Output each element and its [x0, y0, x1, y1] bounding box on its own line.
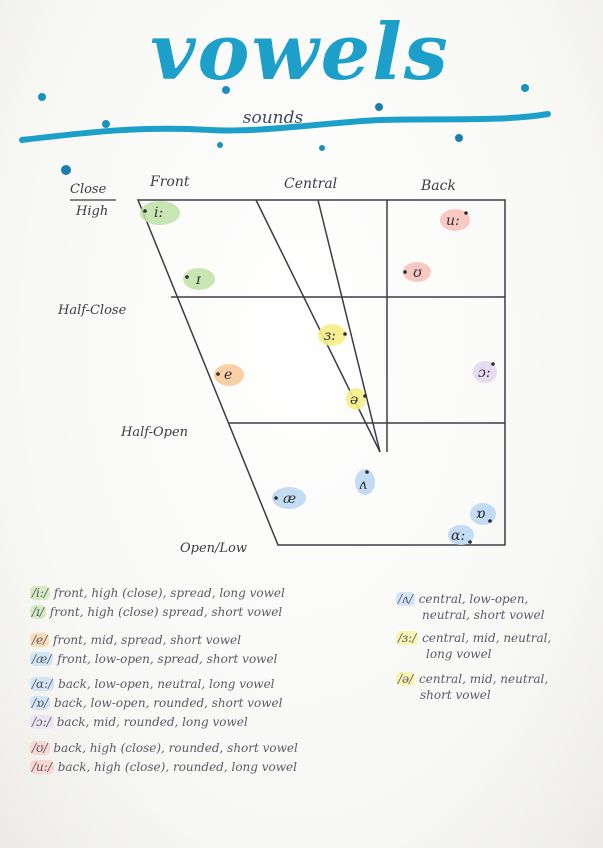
- row-label-high: High: [76, 204, 109, 219]
- vowel-dot: [343, 332, 347, 336]
- legend-item: [30, 633, 241, 647]
- vowel-dot: [488, 519, 492, 523]
- vowel-dot: [363, 394, 367, 398]
- vowel-dot: [491, 362, 495, 366]
- row-label-half-open: Half-Open: [121, 425, 189, 440]
- legend-text-continued: neutral, short vowel: [422, 608, 545, 622]
- legend-item: [396, 631, 551, 645]
- legend-item: [30, 741, 298, 755]
- vowel-symbol-schwa: ə: [350, 392, 359, 408]
- vowel-symbol-i-long: i:: [154, 205, 164, 221]
- vowel-dot: [365, 470, 369, 474]
- legend-text-continued: short vowel: [420, 688, 491, 702]
- legend-symbol: /u:/: [32, 760, 52, 774]
- column-label-front: Front: [150, 174, 190, 190]
- column-label-back: Back: [421, 178, 456, 194]
- legend-text: back, low-open, rounded, short vowel: [54, 696, 283, 710]
- vowel-dot: [468, 540, 472, 544]
- vowel-dot: [274, 496, 278, 500]
- legend-text: front, high (close), spread, long vowel: [53, 586, 285, 600]
- legend-item: [396, 672, 548, 686]
- vowel-symbol-u-long: u:: [446, 213, 460, 229]
- legend-symbol: /ɪ/: [32, 605, 44, 619]
- legend-symbol: /e/: [32, 633, 48, 647]
- vowel-dot: [216, 372, 220, 376]
- legend-text: central, low-open,: [418, 592, 529, 606]
- legend-symbol: /ʌ/: [398, 592, 413, 606]
- legend-item: [30, 677, 275, 691]
- vowel-symbol-e: e: [224, 367, 233, 383]
- legend-item: [30, 715, 248, 729]
- legend-text: central, mid, neutral,: [419, 672, 549, 686]
- legend-text: front, low-open, spread, short vowel: [57, 652, 278, 666]
- vowel-symbol-open-o: ɔ:: [478, 365, 491, 381]
- legend-text: back, mid, rounded, long vowel: [56, 715, 248, 729]
- vowel-symbol-rounded-a: ɒ: [476, 506, 486, 522]
- trapezoid-outline: [138, 200, 505, 545]
- legend-text: back, low-open, neutral, long vowel: [58, 677, 275, 691]
- legend-item: [30, 652, 277, 666]
- vowel-dot: [464, 211, 468, 215]
- vowel-dot: [143, 209, 147, 213]
- legend-symbol: /ʊ/: [32, 741, 48, 755]
- row-label-half-close: Half-Close: [58, 303, 127, 318]
- vowel-symbol-ae: æ: [283, 491, 297, 507]
- legend-symbol: /ɒ/: [32, 696, 49, 710]
- vowel-symbol-wedge: ʌ: [359, 477, 367, 493]
- legend-text: back, high (close), rounded, long vowel: [57, 760, 297, 774]
- vowel-symbol-er: ɜ:: [324, 328, 336, 344]
- vowel-dot: [403, 270, 407, 274]
- legend-item: [30, 696, 282, 710]
- legend-symbol: /ɜ:/: [398, 631, 417, 645]
- vowel-symbol-u-short: ʊ: [413, 265, 422, 281]
- row-label-open: Open/Low: [180, 541, 248, 556]
- vowel-symbol-i-short: ɪ: [196, 272, 201, 288]
- legend-item: [30, 605, 282, 619]
- column-label-central: Central: [284, 176, 338, 192]
- legend-symbol: /ə/: [398, 672, 414, 686]
- legend-text: central, mid, neutral,: [422, 631, 552, 645]
- legend-symbol: /ɔ:/: [32, 715, 51, 729]
- legend-symbol: /i:/: [32, 586, 48, 600]
- vowel-dot: [185, 275, 189, 279]
- legend-text: back, high (close), rounded, short vowel: [53, 741, 298, 755]
- legend-item: [30, 586, 285, 600]
- legend-symbol: /ɑ:/: [32, 677, 53, 691]
- page-title: vowels: [150, 7, 450, 98]
- legend-text: front, high (close) spread, short vowel: [49, 605, 283, 619]
- legend-text-continued: long vowel: [426, 647, 492, 661]
- grid-line-central-1: [256, 200, 380, 452]
- vowel-symbol-a-long: ɑ:: [451, 528, 466, 544]
- legend-item: [30, 760, 297, 774]
- page-subtitle: sounds: [242, 108, 304, 128]
- row-label-close: Close: [70, 182, 107, 197]
- legend-symbol: /æ/: [32, 652, 52, 666]
- legend-text: front, mid, spread, short vowel: [53, 633, 241, 647]
- legend-item: [396, 592, 528, 606]
